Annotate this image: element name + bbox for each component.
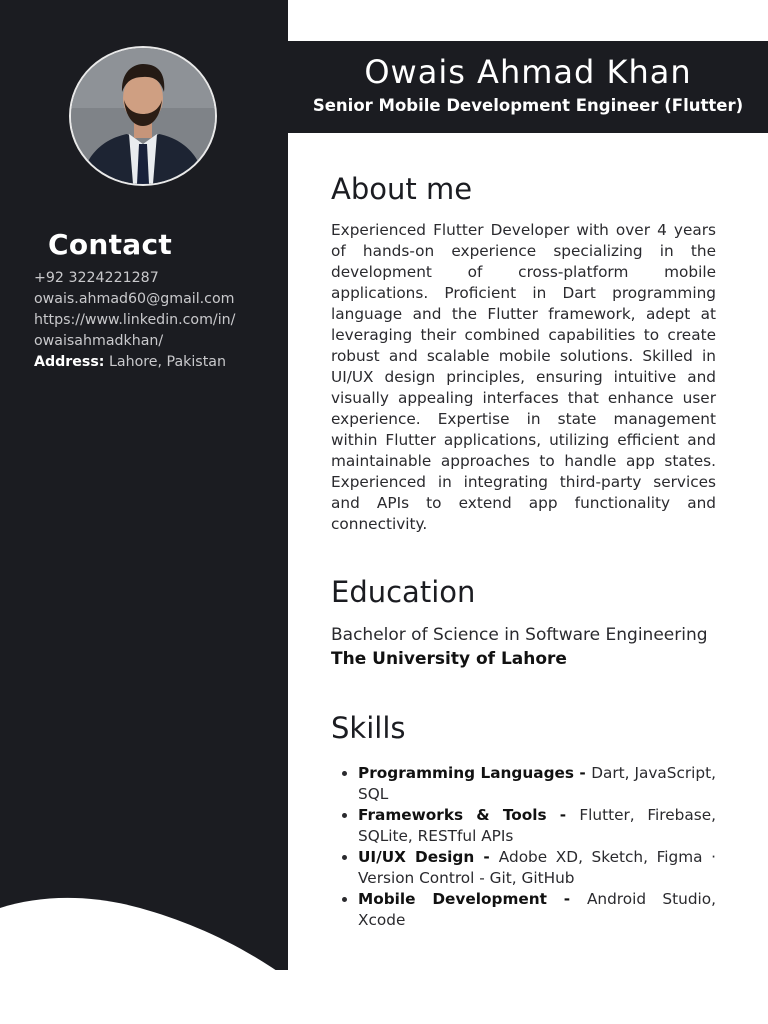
skill-label: UI/UX Design - [358,848,499,866]
person-photo-icon [71,48,215,184]
header-band [288,41,768,133]
address [34,352,274,373]
skill-value: Android Studio, Xcode [358,890,716,929]
skills-heading: Skills [331,711,406,745]
skill-item [358,763,716,805]
email-address[interactable]: owais.ahmad60@gmail.com [34,291,235,307]
degree: Bachelor of Science in Software Engineering [331,625,708,645]
skill-item [358,889,716,931]
about-text: Experienced Flutter Developer with over 4 years of hands-on experience specializing in the development of cross-platform mobile applications. Proficient in Dart programming language and the Flutter framework, adept at leveraging their combined capabilities to create robust and scalable mobile solutions. Skilled in UI/UX design principles, ensuring intuitive and visually appealing interfaces that enhance user experience. Expertise in state management within Flutter applications, utilizing efficient and maintainable approaches to handle app states. Experienced in integrating third-party services and APIs to extend app functionality and connectivity. [331,221,716,533]
sidebar [0,0,288,970]
education-heading: Education [331,575,476,609]
linkedin-link-line1[interactable]: https://www.linkedin.com/in/ [34,312,236,328]
skill-value: Dart, JavaScript, SQL [358,764,716,803]
sidebar-wave-decoration [0,880,290,980]
phone-number[interactable]: +92 3224221287 [34,270,159,286]
contact-heading: Contact [48,228,173,261]
university: The University of Lahore [331,649,567,669]
skill-item [358,805,716,847]
skill-item [358,847,716,889]
address-label: Address: [34,354,105,370]
skill-label: Programming Languages - [358,764,592,782]
skills-list [331,763,716,931]
skill-value: Flutter, Firebase, SQLite, RESTful APIs [358,806,717,845]
about-heading: About me [331,172,473,206]
linkedin-link-line2[interactable]: owaisahmadkhan/ [34,333,164,349]
skill-label: Mobile Development - [358,890,587,908]
skill-value: Adobe XD, Sketch, Figma · Version Control - Git, GitHub [358,848,716,887]
job-title: Senior Mobile Development Engineer (Flutter) [312,96,744,115]
contact-list [34,268,274,373]
candidate-name: Owais Ahmad Khan [364,53,692,91]
address-value: Lahore, Pakistan [104,354,226,370]
main-content [331,170,716,931]
profile-photo [69,46,217,186]
education-entry [331,623,716,671]
skill-label: Frameworks & Tools - [358,806,580,824]
